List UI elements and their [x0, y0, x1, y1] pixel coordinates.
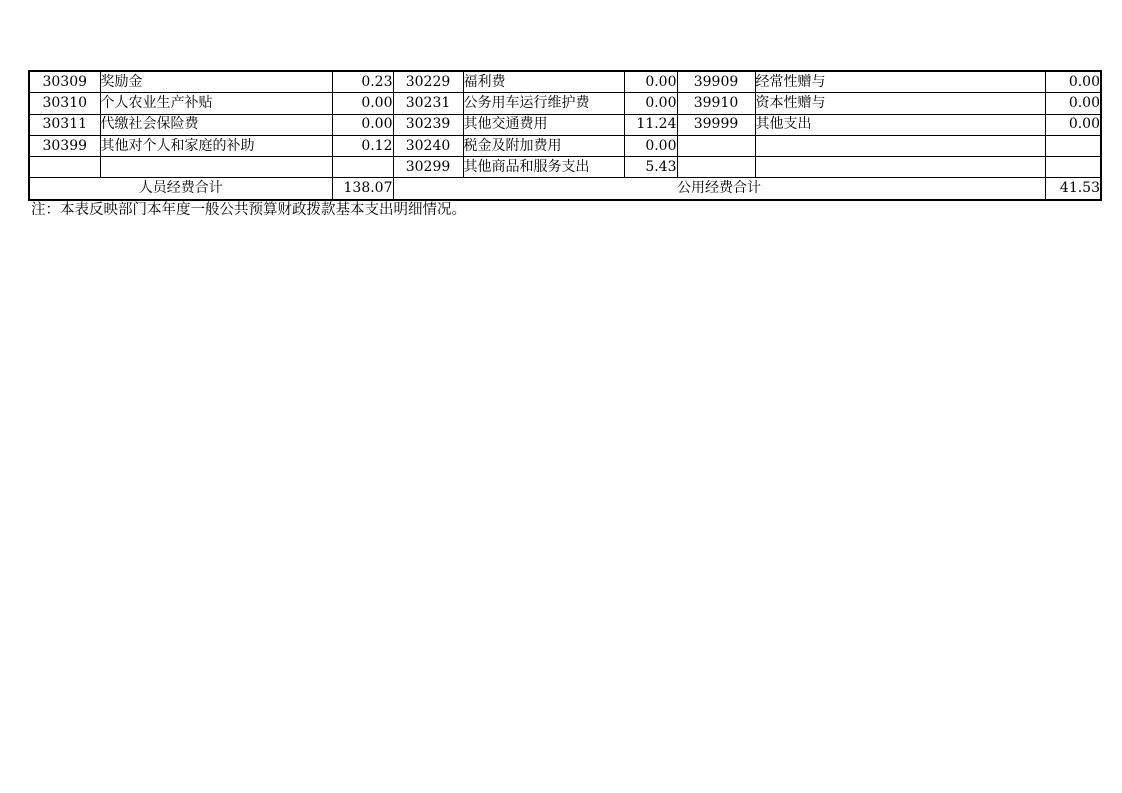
- expense-value: 0.00: [332, 93, 393, 114]
- expense-code: 30399: [29, 135, 100, 156]
- expense-value: [332, 157, 393, 178]
- expense-code: [677, 157, 755, 178]
- expense-name: [100, 157, 332, 178]
- table-row: [29, 157, 1101, 178]
- expense-name: 其他支出: [755, 114, 1045, 135]
- expense-name: [755, 157, 1045, 178]
- expense-value: 0.00: [624, 71, 677, 93]
- expense-name: 其他交通费用: [463, 114, 624, 135]
- expense-value: 0.23: [332, 71, 393, 93]
- expense-code: [29, 157, 100, 178]
- expense-value: 0.00: [1045, 93, 1101, 114]
- table-row: [29, 71, 1101, 93]
- expense-name: 税金及附加费用: [463, 135, 624, 156]
- expense-name: 其他商品和服务支出: [463, 157, 624, 178]
- public-total-label: 公用经费合计: [393, 178, 1045, 200]
- expense-code: 39909: [677, 71, 755, 93]
- expense-value: 5.43: [624, 157, 677, 178]
- expense-name: 公务用车运行维护费: [463, 93, 624, 114]
- table-row: [29, 93, 1101, 114]
- expense-value: [1045, 157, 1101, 178]
- expense-code: 30311: [29, 114, 100, 135]
- expense-code: [677, 135, 755, 156]
- expense-code: 30229: [393, 71, 463, 93]
- expense-value: 0.00: [1045, 114, 1101, 135]
- expense-name: 奖励金: [100, 71, 332, 93]
- expense-name: 个人农业生产补贴: [100, 93, 332, 114]
- expense-code: 30299: [393, 157, 463, 178]
- budget-detail-table: [28, 70, 1102, 201]
- expense-code: 30239: [393, 114, 463, 135]
- expense-value: 0.00: [1045, 71, 1101, 93]
- expense-value: 0.00: [624, 93, 677, 114]
- expense-value: 0.00: [332, 114, 393, 135]
- expense-code: 30240: [393, 135, 463, 156]
- table-row: [29, 114, 1101, 135]
- expense-code: 30231: [393, 93, 463, 114]
- expense-code: 39999: [677, 114, 755, 135]
- public-total-value: 41.53: [1045, 178, 1101, 200]
- table-note: 注：本表反映部门本年度一般公共预算财政拨款基本支出明细情况。: [31, 202, 466, 218]
- totals-row: [29, 178, 1101, 200]
- expense-value: 11.24: [624, 114, 677, 135]
- expense-code: 39910: [677, 93, 755, 114]
- expense-name: [755, 135, 1045, 156]
- expense-value: 0.00: [624, 135, 677, 156]
- personnel-total-label: 人员经费合计: [29, 178, 332, 200]
- personnel-total-value: 138.07: [332, 178, 393, 200]
- expense-name: 资本性赠与: [755, 93, 1045, 114]
- expense-name: 经常性赠与: [755, 71, 1045, 93]
- expense-name: 福利费: [463, 71, 624, 93]
- expense-code: 30309: [29, 71, 100, 93]
- expense-value: [1045, 135, 1101, 156]
- expense-code: 30310: [29, 93, 100, 114]
- expense-name: 其他对个人和家庭的补助: [100, 135, 332, 156]
- expense-name: 代缴社会保险费: [100, 114, 332, 135]
- table-row: [29, 135, 1101, 156]
- expense-value: 0.12: [332, 135, 393, 156]
